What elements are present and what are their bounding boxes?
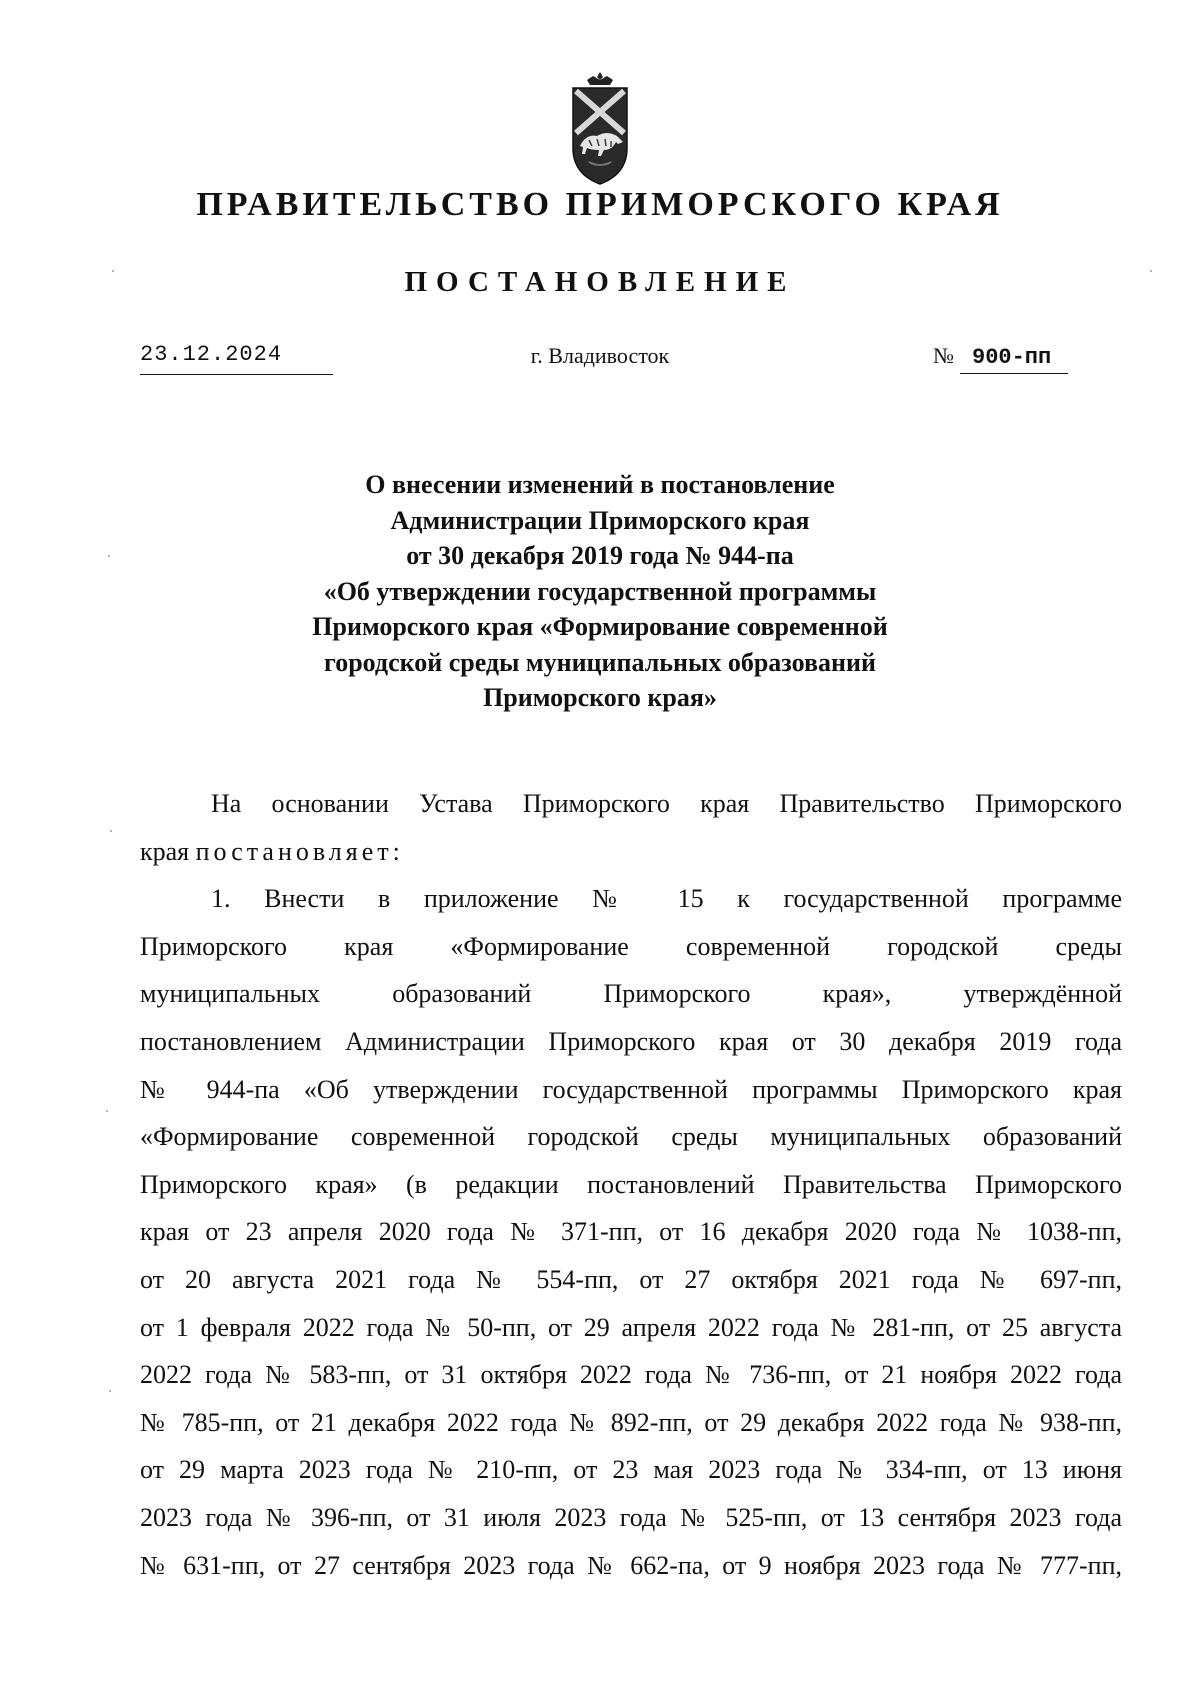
number-sign: № <box>933 343 954 368</box>
subject-line: от 30 декабря 2019 года № 944-па <box>406 541 794 570</box>
body-line: муниципальных образований Приморского края», утверждённой <box>140 979 1122 1009</box>
body-line: 2023 года № 396-пп, от 31 июля 2023 года № 525-пп, от 13 сентября 2023 года <box>140 1502 1122 1532</box>
document-city: г. Владивосток <box>530 343 670 368</box>
subject-line: Приморского края» <box>483 683 717 712</box>
government-title: ПРАВИТЕЛЬСТВО ПРИМОРСКОГО КРАЯ <box>196 186 1004 223</box>
body-line: от 29 марта 2023 года № 210-пп, от 23 мая 2023 года № 334-пп, от 13 июня <box>140 1455 1122 1485</box>
document-type: ПОСТАНОВЛЕНИЕ <box>404 266 796 298</box>
body-line: края от 23 апреля 2020 года № 371-пп, от 16 декабря 2020 года № 1038-пп, <box>140 1217 1122 1247</box>
body-line: На основании Устава Приморского края Правительство Приморского <box>211 789 1122 818</box>
scan-speck <box>106 1110 108 1112</box>
body-line: Приморского края» (в редакции постановлений Правительства Приморского <box>140 1169 1122 1199</box>
body-line: 2022 года № 583-пп, от 31 октября 2022 года № 736-пп, от 21 ноября 2022 года <box>140 1360 1122 1390</box>
subject-line: О внесении изменений в постановление <box>365 470 835 499</box>
scan-speck <box>108 555 110 557</box>
scan-speck <box>112 270 114 272</box>
resolves-word: постановляет: <box>195 836 404 866</box>
subject-line: «Об утверждении государственной программы <box>323 576 877 606</box>
body-line: № 944-па «Об утверждении государственной программы Приморского края <box>140 1074 1122 1104</box>
body-text-fragment: края <box>140 836 190 866</box>
document-body <box>140 780 1122 1589</box>
body-line: от 20 августа 2021 года № 554-пп, от 27 октября 2021 года № 697-пп, <box>140 1264 1122 1294</box>
document-number-value: 900-пп <box>960 343 1068 374</box>
subject-line: городской среды муниципальных образований <box>324 647 876 677</box>
scan-speck <box>110 830 112 832</box>
document-subject <box>0 467 1200 716</box>
body-line: «Формирование современной городской среды муниципальных образований <box>140 1122 1122 1152</box>
scan-speck <box>109 1390 111 1392</box>
subject-line: Приморского края «Формирование современной <box>312 612 888 641</box>
subject-line: Администрации Приморского края <box>390 505 810 535</box>
body-line: 1. Внести в приложение № 15 к государственной программе <box>211 884 1122 914</box>
scan-speck <box>1150 270 1152 272</box>
body-line: № 631-пп, от 27 сентября 2023 года № 662-па, от 9 ноября 2023 года № 777-пп, <box>140 1550 1122 1580</box>
body-line <box>140 828 1122 876</box>
body-line: от 1 февраля 2022 года № 50-пп, от 29 апреля 2022 года № 281-пп, от 25 августа <box>140 1312 1122 1342</box>
document-date-value: 23.12.2024 <box>140 342 283 367</box>
coat-of-arms-emblem <box>567 70 633 188</box>
document-number <box>933 341 1068 374</box>
body-line: постановлением Администрации Приморского края от 30 декабря 2019 года <box>140 1026 1122 1056</box>
body-line: Приморского края «Формирование современной городской среды <box>140 931 1122 961</box>
body-line: № 785-пп, от 21 декабря 2022 года № 892-пп, от 29 декабря 2022 года № 938-пп, <box>140 1407 1122 1437</box>
